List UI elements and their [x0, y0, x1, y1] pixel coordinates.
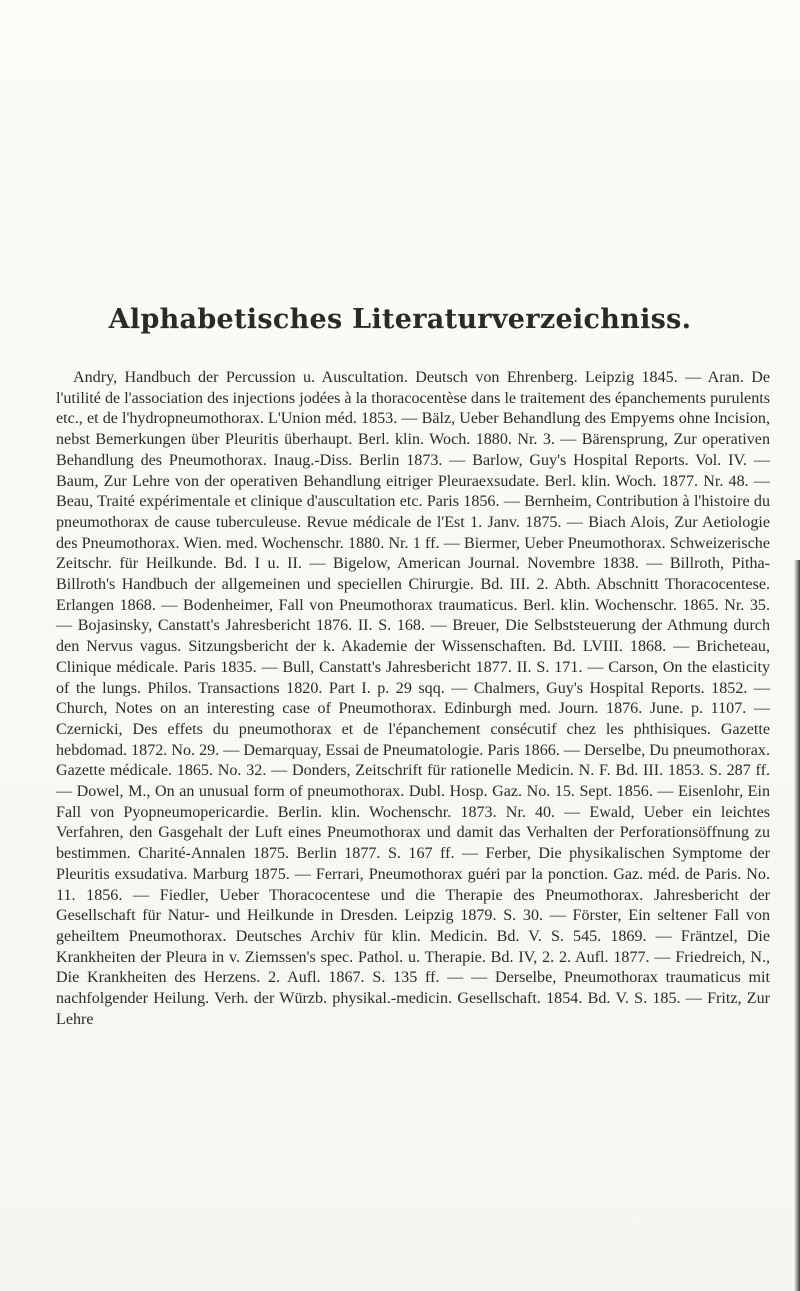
- bibliography-text: Andry, Handbuch der Percussion u. Auscultation. Deutsch von Ehrenberg. Leipzig 1845. — Aran. De l'utilité de l'association des injections jodées à la thoracocentèse dans le traitement des épanchements purulents etc., et de l'hydropneumothorax. L'Union méd. 1853. — Bälz, Ueber Behandlung des Empyems ohne Incision, nebst Bemerkungen über Pleuritis überhaupt. Berl. klin. Woch. 1880. Nr. 3. — Bärensprung, Zur operativen Behandlung des Pneumothorax. Inaug.-Diss. Berlin 1873. — Barlow, Guy's Hospital Reports. Vol. IV. — Baum, Zur Lehre von der operativen Behandlung eitriger Pleuraexsudate. Berl. klin. Woch. 1877. Nr. 48. — Beau, Traité expérimentale et clinique d'auscultation etc. Paris 1856. — Bernheim, Contribution à l'histoire du pneumothorax de cause tuberculeuse. Revue médicale de l'Est 1. Janv. 1875. — Biach Alois, Zur Aetiologie des Pneumothorax. Wien. med. Wochenschr. 1880. Nr. 1 ff. — Biermer, Ueber Pneumothorax. Schweizerische Zeitschr. für Heilkunde. Bd. I u. II. — Bigelow, American Journal. Novembre 1838. — Billroth, Pitha-Billroth's Handbuch der allgemeinen und speciellen Chirurgie. Bd. III. 2. Abth. Abschnitt Thoracocentese. Erlangen 1868. — Bodenheimer, Fall von Pneumothorax traumaticus. Berl. klin. Wochenschr. 1865. Nr. 35. — Bojasinsky, Canstatt's Jahresbericht 1876. II. S. 168. — Breuer, Die Selbststeuerung der Athmung durch den Nervus vagus. Sitzungsbericht der k. Akademie der Wissenschaften. Bd. LVIII. 1868. — Bricheteau, Clinique médicale. Paris 1835. — Bull, Canstatt's Jahresbericht 1877. II. S. 171. — Carson, On the elasticity of the lungs. Philos. Transactions 1820. Part I. p. 29 sqq. — Chalmers, Guy's Hospital Reports. 1852. — Church, Notes on an interesting case of Pneumothorax. Edinburgh med. Journ. 1876. June. p. 1107. — Czernicki, Des effets du pneumothorax et de l'épanchement consécutif chez les phthisiques. Gazette hebdomad. 1872. No. 29. — Demarquay, Essai de Pneumatologie. Paris 1866. — Derselbe, Du pneumothorax. Gazette médicale. 1865. No. 32. — Donders, Zeitschrift für rationelle Medicin. N. F. Bd. III. 1853. S. 287 ff. — Dowel, M., On an unusual form of pneumothorax. Dubl. Hosp. Gaz. No. 15. Sept. 1856. — Eisenlohr, Ein Fall von Pyopneumopericardie. Berlin. klin. Wochenschr. 1873. Nr. 40. — Ewald, Ueber ein leichtes Verfahren, den Gasgehalt der Luft eines Pneumothorax und damit das Verhalten der Perforationsöffnung zu bestimmen. Charité-Annalen 1875. Berlin 1877. S. 167 ff. — Ferber, Die physikalischen Symptome der Pleuritis exsudativa. Marburg 1875. — Ferrari, Pneumothorax guéri par la ponction. Gaz. méd. de Paris. No. 11. 1856. — Fiedler, Ueber Thoracocentese und die Therapie des Pneumothorax. Jahresbericht der Gesellschaft für Natur- und Heilkunde in Dresden. Leipzig 1879. S. 30. — Förster, Ein seltener Fall von geheiltem Pneumothorax. Deutsches Archiv für klin. Medicin. Bd. V. S. 545. 1869. — Fräntzel, Die Krankheiten der Pleura in v. Ziemssen's spec. Pathol. u. Therapie. Bd. IV, 2. 2. Aufl. 1877. — Friedreich, N., Die Krankheiten des Herzens. 2. Aufl. 1867. S. 135 ff. — — Derselbe, Pneumothorax traumaticus mit nachfolgender Heilung. Verh. der Würzb. physikal.-medicin. Gesellschaft. 1854. Bd. V. S. 185. — Fritz, Zur Lehre: [56, 369, 770, 1028]
- page-heading: Alphabetisches Literaturverzeichniss.: [108, 304, 692, 336]
- page-edge-shadow: [794, 560, 800, 1291]
